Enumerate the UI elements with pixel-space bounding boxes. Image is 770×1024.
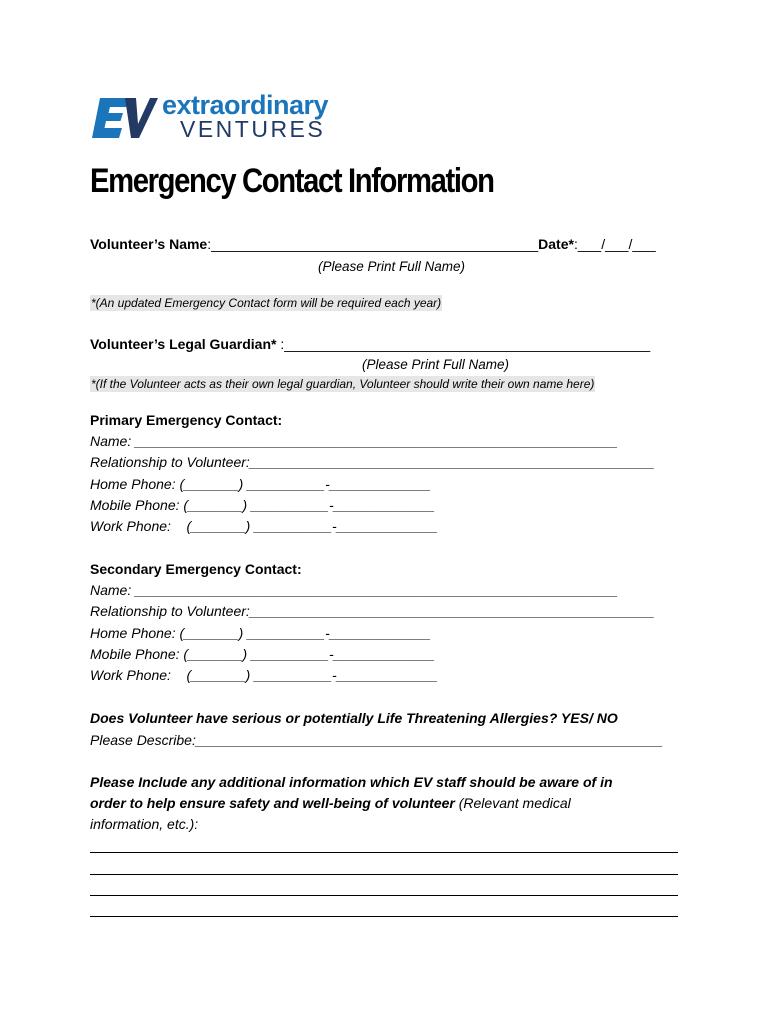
primary-mobile-phone-field[interactable]: Mobile Phone: (_______) __________-_____________ bbox=[90, 497, 435, 513]
secondary-name-field[interactable]: Name: ______________________________________________________________ bbox=[90, 582, 618, 598]
primary-home-phone-field[interactable]: Home Phone: (_______) __________-_____________ bbox=[90, 476, 431, 492]
ev-logo-mark bbox=[92, 96, 158, 140]
volunteer-name-row[interactable] bbox=[90, 236, 656, 252]
additional-info-normal: (Relevant medical bbox=[458, 795, 571, 811]
guardian-row[interactable] bbox=[90, 336, 650, 352]
print-full-name-hint: (Please Print Full Name) bbox=[318, 259, 466, 274]
additional-info-line-3: information, etc.): bbox=[90, 816, 199, 832]
secondary-mobile-phone-field[interactable]: Mobile Phone: (_______) __________-_____________ bbox=[90, 646, 435, 662]
secondary-relationship-field[interactable]: Relationship to Volunteer:____________________________________________________ bbox=[90, 603, 655, 619]
update-note-text: *(An updated Emergency Contact form will be required each year) bbox=[91, 296, 442, 310]
secondary-work-phone-field[interactable]: Work Phone: (_______) __________-_____________ bbox=[90, 667, 438, 683]
allergies-question: Does Volunteer have serious or potentially Life Threatening Allergies? YES/ NO bbox=[90, 710, 618, 726]
date-label: Date* bbox=[538, 236, 574, 252]
additional-info-line-1: Please Include any additional information which EV staff should be aware of in bbox=[90, 774, 613, 790]
volunteer-name-label: Volunteer’s Name bbox=[90, 236, 208, 252]
additional-info-line-blank-1[interactable] bbox=[90, 852, 678, 853]
volunteer-name-field[interactable]: :__________________________________________ bbox=[207, 236, 539, 252]
logo-text-bottom: VENTURES bbox=[180, 116, 326, 142]
guardian-note-text: *(If the Volunteer acts as their own legal guardian, Volunteer should write their own name here) bbox=[91, 377, 595, 391]
additional-info-line-2 bbox=[90, 795, 571, 811]
guardian-label: Volunteer’s Legal Guardian* bbox=[90, 336, 277, 352]
primary-contact-heading: Primary Emergency Contact: bbox=[90, 412, 283, 428]
print-full-name-hint-2: (Please Print Full Name) bbox=[362, 357, 510, 372]
ev-logo bbox=[92, 90, 354, 142]
additional-info-line-blank-2[interactable] bbox=[90, 874, 678, 875]
additional-info-bold: order to help ensure safety and well-being of volunteer bbox=[90, 795, 459, 811]
secondary-contact-heading: Secondary Emergency Contact: bbox=[90, 561, 302, 577]
guardian-field[interactable]: :_______________________________________________ bbox=[276, 336, 651, 352]
update-note bbox=[90, 296, 442, 310]
allergies-describe-field[interactable]: Please Describe:____________________________________________________________ bbox=[90, 732, 663, 748]
logo-text-top: extraordinary bbox=[162, 90, 329, 120]
date-field[interactable]: :___/___/___ bbox=[573, 236, 656, 252]
page-title: Emergency Contact Information bbox=[90, 162, 494, 200]
primary-relationship-field[interactable]: Relationship to Volunteer:____________________________________________________ bbox=[90, 454, 655, 470]
primary-work-phone-field[interactable]: Work Phone: (_______) __________-_____________ bbox=[90, 518, 438, 534]
secondary-home-phone-field[interactable]: Home Phone: (_______) __________-_____________ bbox=[90, 625, 431, 641]
guardian-note bbox=[90, 377, 595, 391]
additional-info-line-blank-3[interactable] bbox=[90, 895, 678, 896]
primary-name-field[interactable]: Name: ______________________________________________________________ bbox=[90, 433, 618, 449]
additional-info-line-blank-4[interactable] bbox=[90, 916, 678, 917]
